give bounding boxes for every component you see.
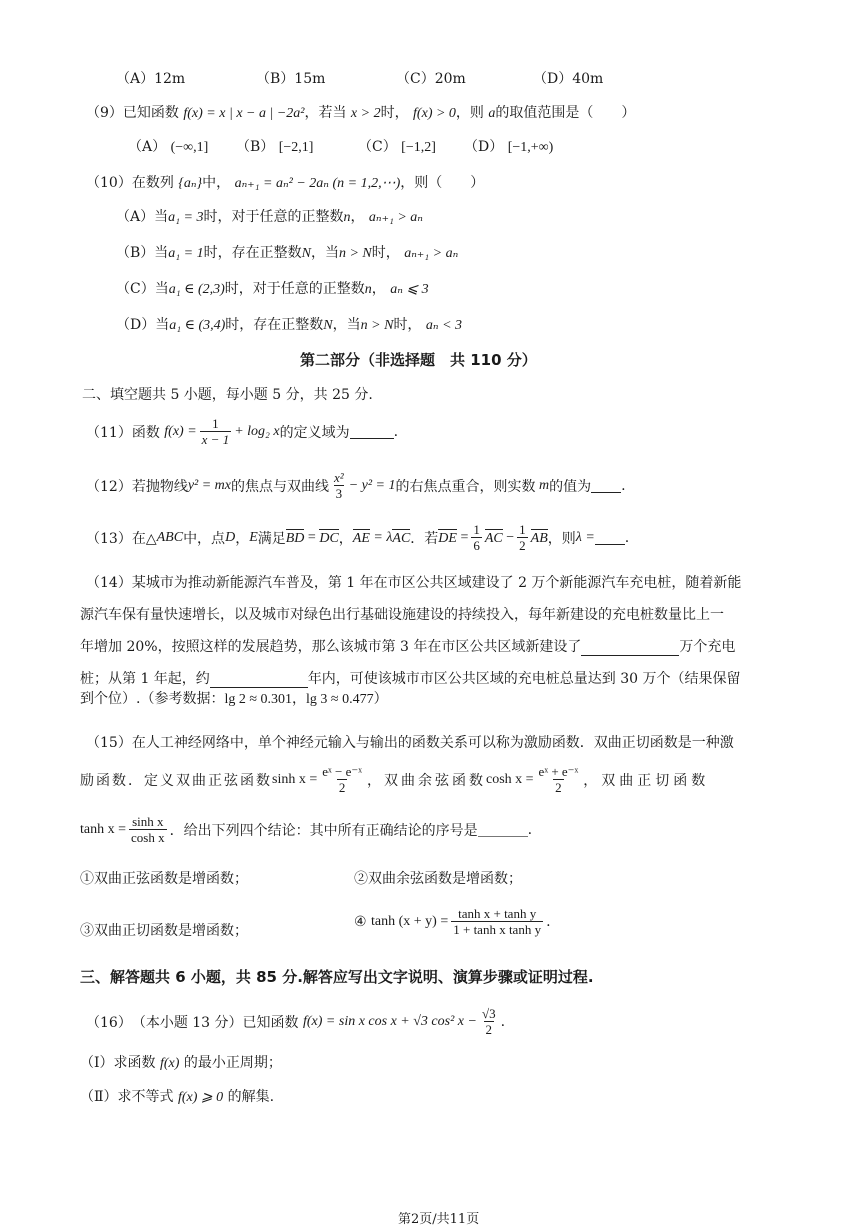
question-9-stem: （9）已知函数 f(x) = x | x − a | −2a²，若当 x > 2时， f(x) > 0，则 a的取值范围是（ ） [86, 105, 636, 121]
q14-line-2: 源汽车保有量快速增长，以及城市对绿色出行基础设施建设的持续投入，每年新建设的充电桩数量比上一 [80, 607, 724, 623]
q8-option-b: （B）15m [256, 71, 326, 87]
q15-conclusion-1: ①双曲正弦函数是增函数； [80, 871, 248, 887]
q9-option-c: （C） [−1,2] [358, 139, 436, 155]
q11-answer-blank[interactable] [350, 424, 394, 439]
q14-answer-blank-2[interactable] [210, 673, 308, 688]
part-2-title: 第二部分（非选择题 共 110 分） [300, 351, 537, 369]
q15-line-2: 励函数．定义双曲正弦函数 sinh x = $\frac{\text{eˣ − e⁻ˣ}}{2}$ ，双曲余弦函数 cosh x = $\frac{\text{eˣ + e⁻ˣ}}{2}$ ，双曲正切函数 [80, 764, 710, 795]
q14-line-3: 年增加 20%，按照这样的发展趋势，那么该城市第 3 年在市区公共区域新建设了 万个充电 [80, 639, 736, 655]
q12-answer-blank[interactable] [591, 478, 621, 493]
q14-line-1: （14）某城市为推动新能源汽车普及，第 1 年在市区公共区域建设了 2 万个新能源汽车充电桩，随着新能 [86, 575, 742, 591]
q9-option-b: （B） [−2,1] [236, 139, 314, 155]
q9-option-a: （A） (−∞,1] [128, 139, 209, 155]
question-13: （13） 在△ ABC 中，点 D ， E 满足 BD = DC ， AE = λ AC ．若 DE = $\frac{1}{6}$ AC − $\frac{1}{2}$ AB ，则 λ = . [86, 522, 630, 553]
question-10-stem: （10）在数列 {aₙ}中， aₙ₊₁ = aₙ² − 2aₙ (n = 1,2,⋯)，则（ ） [86, 175, 485, 191]
q14-line-5: 到个位）.（参考数据：lg 2 ≈ 0.301，lg 3 ≈ 0.477） [80, 691, 388, 707]
page-footer: 第2页/共11页 [398, 1212, 480, 1227]
q15-line-3: tanh x = $\frac{\text{sinh x}}{\text{cosh x}}$ ．给出下列四个结论：其中所有正确结论的序号是 . [80, 814, 533, 845]
q10-option-d: （D）当a₁ ∈ (3,4)时，存在正整数N，当n > N时， aₙ < 3 [116, 317, 463, 333]
q15-conclusion-3: ③双曲正切函数是增函数； [80, 923, 248, 939]
q15-line-1: （15）在人工神经网络中，单个神经元输入与输出的函数关系可以称为激励函数．双曲正切函数是一种激 [86, 735, 734, 751]
section-2-heading: 二、填空题共 5 小题，每小题 5 分，共 25 分. [82, 387, 373, 403]
question-12: （12） 若抛物线 y² = mx 的焦点与双曲线 $\frac{\text{x²}}{3}$ − y² = 1 的右焦点重合，则实数 m 的值为 . [86, 470, 626, 501]
q10-option-b: （B）当a₁ = 1时，存在正整数N，当n > N时， aₙ₊₁ > aₙ [116, 245, 459, 261]
q9-option-d: （D） [−1,+∞) [464, 139, 554, 155]
q16-part-2: （Ⅱ）求不等式 f(x) ⩾ 0 的解集. [80, 1089, 275, 1105]
question-11: （11） 函数 f(x) = $\frac{1}{x - 1}$ + log₂ x 的定义域为 . [86, 416, 399, 447]
q16-part-1: （Ⅰ）求函数 f(x) 的最小正周期； [80, 1055, 282, 1071]
q8-option-c: （C）20m [396, 71, 466, 87]
q15-conclusion-2: ②双曲余弦函数是增函数； [354, 871, 522, 887]
q10-option-a: （A）当a₁ = 3时，对于任意的正整数n， aₙ₊₁ > aₙ [116, 209, 423, 225]
question-16-stem: （16） （本小题 13 分） 已知函数 f(x) = sin x cos x + √3 cos² x − $\frac{√3}{2}$ . [86, 1006, 506, 1037]
q8-option-a: （A）12m [116, 71, 186, 87]
q14-line-4: 桩；从第 1 年起，约 年内，可使该城市市区公共区域的充电桩总量达到 30 万个（结果保留 [80, 671, 741, 687]
q15-answer-blank[interactable] [478, 822, 528, 837]
q14-answer-blank-1[interactable] [581, 641, 679, 656]
section-3-heading: 三、解答题共 6 小题，共 85 分.解答应写出文字说明、演算步骤或证明过程. [80, 968, 594, 986]
q8-option-d: （D）40m [533, 71, 604, 87]
q15-conclusion-4: ④ tanh (x + y) = $\frac{\text{tanh x + tanh y}}{\text{1 + tanh x tanh y}}$ . [354, 906, 551, 937]
q13-answer-blank[interactable] [595, 530, 625, 545]
q10-option-c: （C）当a₁ ∈ (2,3)时，对于任意的正整数n， aₙ ⩽ 3 [116, 281, 429, 297]
